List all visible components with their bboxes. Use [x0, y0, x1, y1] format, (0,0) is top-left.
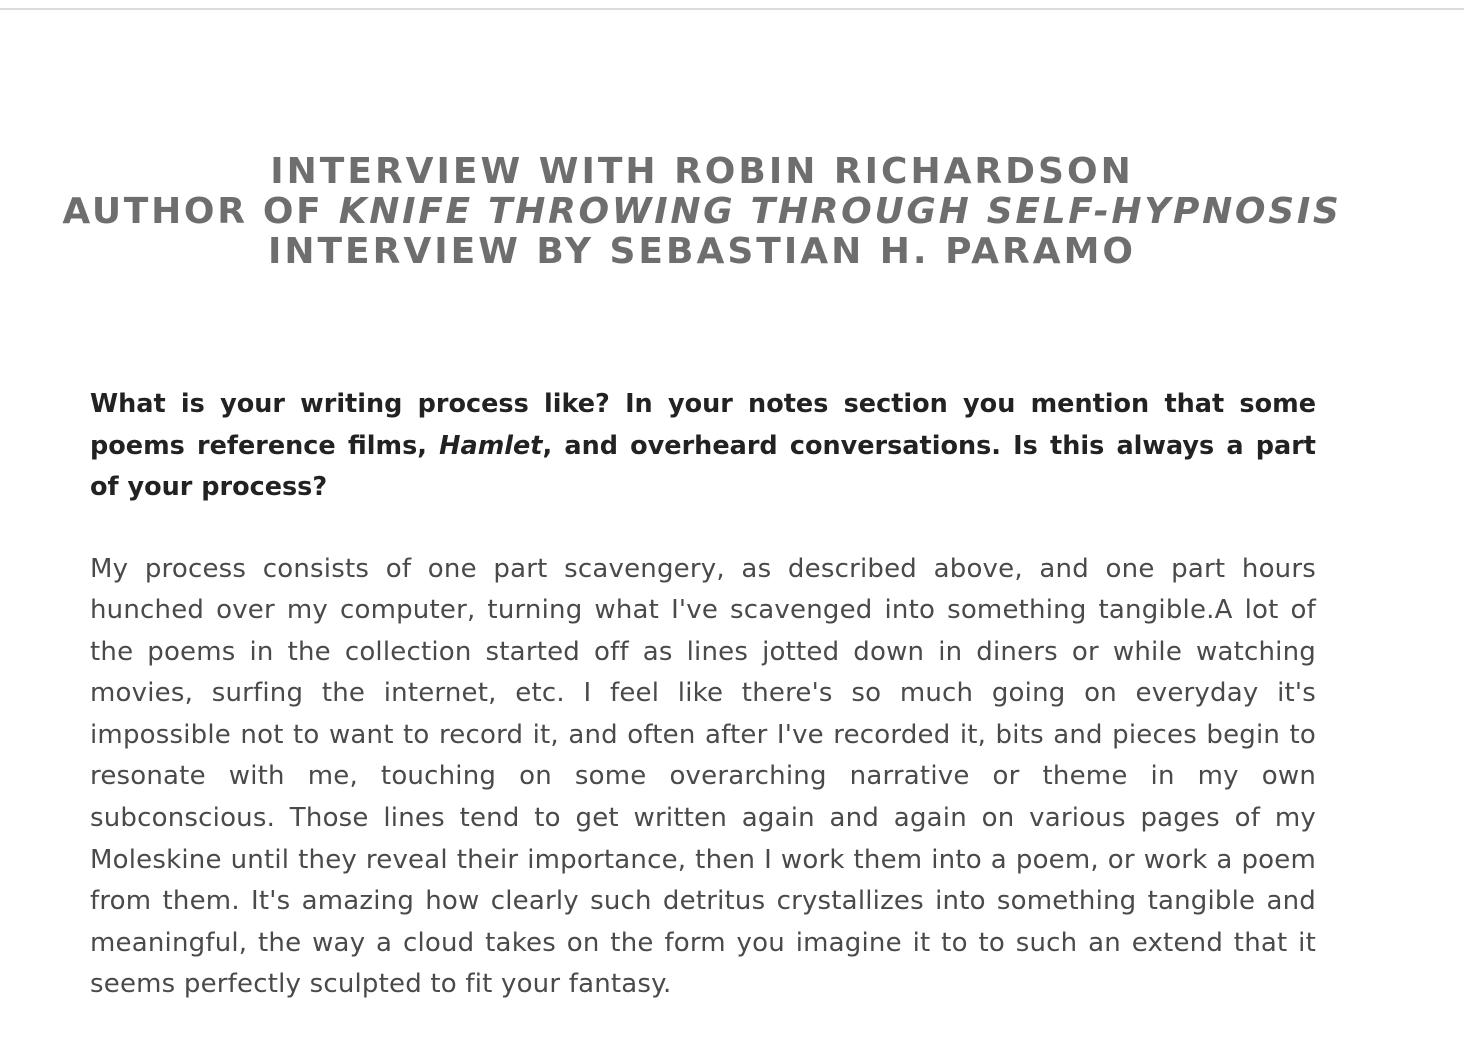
question-text-part2: , and overheard conversations. Is this always a part of your process?	[90, 430, 1316, 502]
interview-answer: My process consists of one part scavengery, as described above, and one part hours hunched over my computer, turning what I've scavenged into something tangible.A lot of the poems in the collection started off as lines jotted down in diners or while watching movies, surfing the internet, etc. I feel like there's so much going on everyday it's impossible not to want to record it, and often after I've recorded it, bits and pieces begin to resonate with me, touching on some overarching narrative or theme in my own subconscious. Those lines tend to get written again and again on various pages of my Moleskine until they reveal their importance, then I work them into a poem, or work a poem from them. It's amazing how clearly such detritus crystallizes into something tangible and meaningful, the way a cloud takes on the form you imagine it to to such an extend that it seems perfectly sculpted to fit your fantasy.	[90, 553, 1316, 1000]
interview-content	[90, 384, 1316, 1006]
interview-title: INTERVIEW WITH ROBIN RICHARDSON	[270, 151, 1134, 192]
question-italic-title: Hamlet	[439, 430, 543, 461]
interviewer-line: INTERVIEW BY SEBASTIAN H. PARAMO	[267, 231, 1137, 272]
author-prefix: AUTHOR OF	[62, 191, 339, 232]
interview-question	[90, 384, 1316, 509]
interview-header	[0, 152, 1404, 272]
author-line	[0, 192, 1404, 232]
book-title: KNIFE THROWING THROUGH SELF-HYPNOSIS	[338, 191, 1342, 232]
top-divider	[0, 8, 1464, 10]
question-text-part1: What is your writing process like? In your notes section you mention that some poems reference films,	[90, 389, 1316, 461]
